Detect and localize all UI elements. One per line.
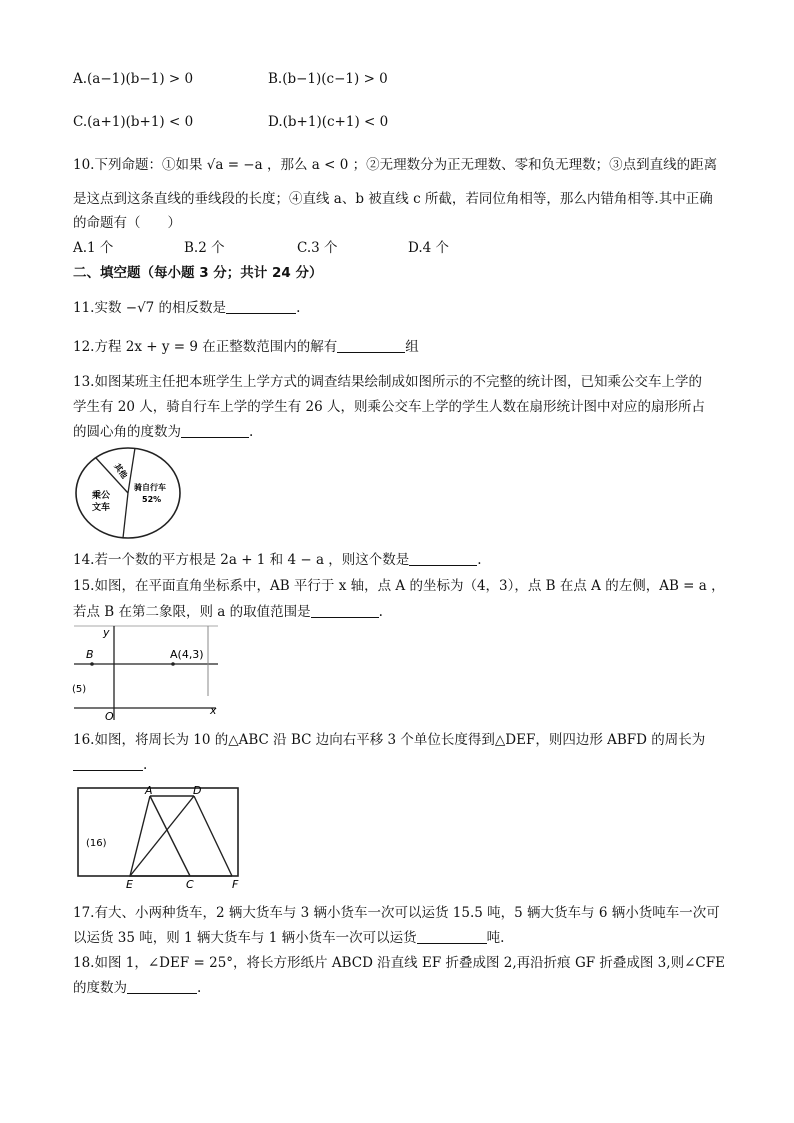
q14-end: .: [477, 552, 482, 568]
q17-text: 以运货 35 吨，则 1 辆大货车与 1 辆小货车一次可以运货: [73, 930, 417, 946]
q15-answer-blank[interactable]: [311, 603, 379, 618]
q16-answer-blank[interactable]: [73, 756, 143, 771]
q11: [73, 299, 300, 317]
q16-line-2: [73, 756, 147, 774]
q15-line-1: 15.如图，在平面直角坐标系中，AB 平行于 x 轴，点 A 的坐标为（4，3），点 B 在点 A 的左侧，AB = a ，: [73, 578, 725, 594]
q18-answer-blank[interactable]: [127, 979, 197, 994]
q15-line-2: [73, 603, 383, 621]
q12-answer-blank[interactable]: [337, 338, 405, 353]
pie-label-bike: 骑自行车: [134, 483, 166, 492]
point-b-label: B: [86, 648, 94, 661]
vertex-a-label: A: [145, 784, 153, 797]
q11-text: 11.实数 −√7 的相反数是: [73, 300, 227, 316]
q10-option-a: A.1 个: [73, 240, 114, 256]
q18-line-1: 18.如图 1，∠DEF = 25°，将长方形纸片 ABCD 沿直线 EF 折叠成图 2,再沿折痕 GF 折叠成图 3,则∠CFE: [73, 955, 725, 971]
q9-option-a: A.(a−1)(b−1) > 0: [73, 71, 194, 87]
q14-text: 14.若一个数的平方根是 2a + 1 和 4 − a ，则这个数是: [73, 552, 410, 568]
q13-line-1: 13.如图某班主任把本班学生上学方式的调查结果绘制成如图所示的不完整的统计图，已知乘公交车上学的: [73, 374, 702, 390]
q12: [73, 338, 419, 356]
figure-number: (16): [86, 838, 107, 849]
origin-label: O: [105, 710, 114, 722]
q10-line-3: 的命题有（ ）: [73, 215, 181, 231]
q16-end: .: [143, 757, 148, 773]
pie-label-bus-1: 乘公: [92, 491, 111, 501]
q14-answer-blank[interactable]: [409, 551, 477, 566]
q13-pie-chart: [72, 444, 184, 542]
q14: [73, 551, 482, 569]
pie-label-bike-pct: 52%: [142, 495, 162, 504]
q18-end: .: [197, 980, 202, 996]
q17-line-1: 17.有大、小两种货车，2 辆大货车与 3 辆小货车一次可以运货 15.5 吨，5 辆大货车与 6 辆小货吨车一次可: [73, 905, 720, 921]
vertex-d-label: D: [193, 784, 202, 797]
axis-y-label: y: [103, 626, 110, 639]
q9-option-c: C.(a+1)(b+1) < 0: [73, 114, 194, 130]
axis-x-label: x: [210, 704, 217, 717]
q16-translation-figure: [72, 782, 244, 890]
q10-option-c: C.3 个: [297, 240, 338, 256]
q17-answer-blank[interactable]: [417, 929, 487, 944]
q15-end: .: [378, 604, 383, 620]
q10-option-b: B.2 个: [184, 240, 225, 256]
q9-option-b: B.(b−1)(c−1) > 0: [268, 71, 388, 87]
q15-text: 若点 B 在第二象限，则 a 的取值范围是: [73, 604, 311, 620]
q13-end: .: [249, 424, 254, 440]
section-heading: 二、填空题（每小题 3 分；共计 24 分）: [73, 265, 323, 281]
q17-line-2: [73, 929, 504, 947]
q11-answer-blank[interactable]: [226, 299, 296, 314]
q18-text: 的度数为: [73, 980, 127, 996]
q16-line-1: 16.如图，将周长为 10 的△ABC 沿 BC 边向右平移 3 个单位长度得到△DEF，则四边形 ABFD 的周长为: [73, 732, 706, 748]
q10-line-2: 是这点到这条直线的垂线段的长度；④直线 a、b 被直线 c 所截，若同位角相等，那么内错角相等.其中正确: [73, 191, 713, 207]
q12-end: 组: [405, 339, 419, 355]
vertex-f-label: F: [232, 878, 239, 890]
q15-coordinate-figure: [72, 622, 220, 722]
vertex-e-label: E: [126, 878, 133, 890]
pie-label-other: 其他: [112, 461, 129, 481]
q13-answer-blank[interactable]: [181, 423, 249, 438]
pie-label-bus-2: 文车: [92, 503, 111, 513]
q12-text: 12.方程 2x + y = 9 在正整数范围内的解有: [73, 339, 338, 355]
q17-end: 吨.: [486, 930, 505, 946]
figure-number: (5): [72, 684, 87, 695]
point-a-label: A(4,3): [170, 648, 204, 661]
q10-option-d: D.4 个: [408, 240, 450, 256]
q10-line-1: 10.下列命题：①如果 √a = −a ，那么 a < 0 ；②无理数分为正无理数、零和负无理数；③点到直线的距离: [73, 157, 718, 173]
q9-option-d: D.(b+1)(c+1) < 0: [268, 114, 389, 130]
q13-text: 的圆心角的度数为: [73, 424, 181, 440]
q18-line-2: [73, 979, 201, 997]
q11-end: .: [296, 300, 301, 316]
vertex-c-label: C: [186, 878, 194, 890]
q13-line-3: [73, 423, 253, 441]
q13-line-2: 学生有 20 人，骑自行车上学的学生有 26 人，则乘公交车上学的学生人数在扇形统计图中对应的扇形所占: [73, 399, 706, 415]
